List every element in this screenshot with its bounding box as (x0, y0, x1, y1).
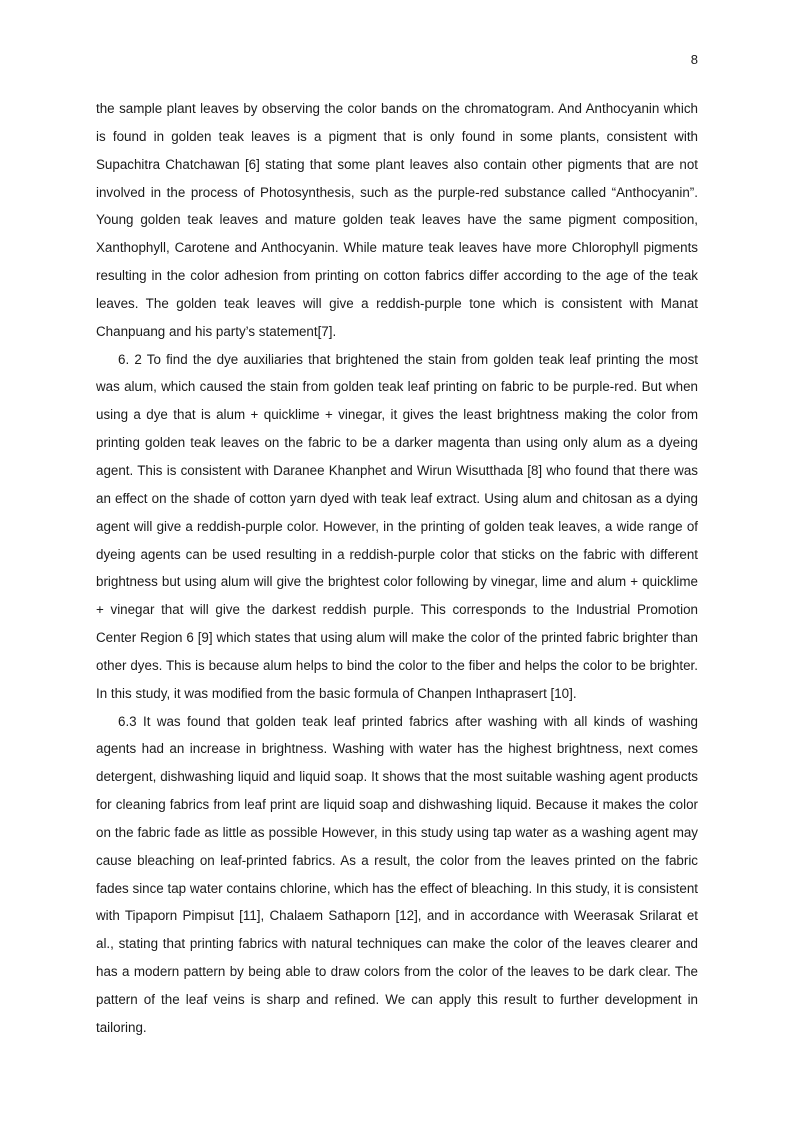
paragraph-6-2: 6. 2 To find the dye auxiliaries that brightened the stain from golden teak leaf printing the most was alum, which caused the stain from golden teak leaf printing on fabric to be purple-red. But when using a dye that is alum + quicklime + vinegar, it gives the least brightness making the color from printing golden teak leaves on the fabric to be a darker magenta than using only alum as a dyeing agent. This is consistent with Daranee Khanphet and Wirun Wisutthada [8] who found that there was an effect on the shade of cotton yarn dyed with teak leaf extract. Using alum and chitosan as a dying agent will give a reddish-purple color. However, in the printing of golden teak leaves, a wide range of dyeing agents can be used resulting in a reddish-purple color that sticks on the fabric with different brightness but using alum will give the brightest color following by vinegar, lime and alum + quicklime + vinegar that will give the darkest reddish purple. This corresponds to the Industrial Promotion Center Region 6 [9] which states that using alum will make the color of the printed fabric brighter than other dyes. This is because alum helps to bind the color to the fiber and helps the color to be brighter. In this study, it was modified from the basic formula of Chanpen Inthaprasert [10]. (96, 351, 698, 701)
paragraph-6-3: 6.3 It was found that golden teak leaf printed fabrics after washing with all kinds of washing agents had an increase in brightness. Washing with water has the highest brightness, next comes detergent, dishwashing liquid and liquid soap. It shows that the most suitable washing agent products for cleaning fabrics from leaf print are liquid soap and dishwashing liquid. Because it makes the color on the fabric fade as little as possible However, in this study using tap water as a washing agent may cause bleaching on leaf-printed fabrics. As a result, the color from the leaves printed on the fabric fades since tap water contains chlorine, which has the effect of bleaching. In this study, it is consistent with Tipaporn Pimpisut [11], Chalaem Sathaporn [12], and in accordance with Weerasak Srilarat et al., stating that printing fabrics with natural techniques can make the color of the leaves clearer and has a modern pattern by being able to draw colors from the color of the leaves to be dark clear. The pattern of the leaf veins is sharp and refined. We can apply this result to further development in tailoring. (96, 713, 698, 1035)
paragraph-continued: the sample plant leaves by observing the color bands on the chromatogram. And Anthocyanin which is found in golden teak leaves is a pigment that is only found in some plants, consistent with Supachitra Chatchawan [6] stating that some plant leaves also contain other pigments that are not involved in the process of Photosynthesis, such as the purple-red substance called “Anthocyanin”. Young golden teak leaves and mature golden teak leaves have the same pigment composition, Xanthophyll, Carotene and Anthocyanin. While mature teak leaves have more Chlorophyll pigments resulting in the color adhesion from printing on cotton fabrics differ according to the age of the teak leaves. The golden teak leaves will give a reddish-purple tone which is consistent with Manat Chanpuang and his party’s statement[7]. (96, 101, 698, 339)
page-number: 8 (690, 52, 698, 67)
body-text (96, 95, 698, 1042)
